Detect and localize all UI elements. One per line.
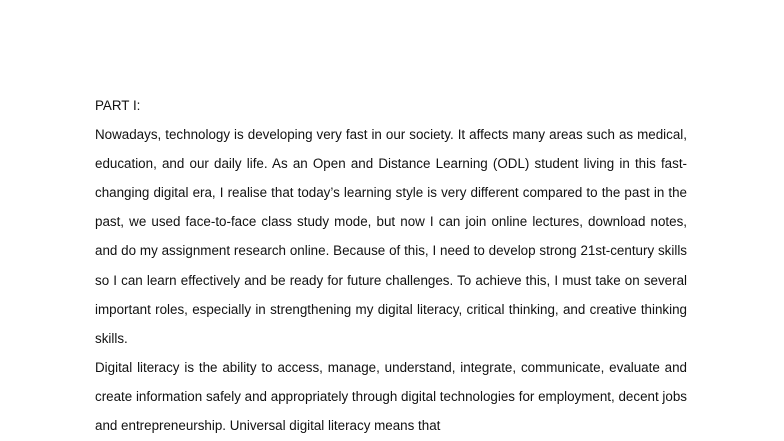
paragraph-intro: Nowadays, technology is developing very fast in our society. It affects many areas such as medical, education, and our daily life. As an Open and Distance Learning (ODL) student living in this fast-changing digital era, I realise that today’s learning style is very different compared to the past in the past, we used face-to-face class study mode, but now I can join online lectures, download notes, and do my assignment research online. Because of this, I need to develop strong 21st-century skills so I can learn effectively and be ready for future challenges. To achieve this, I must take on several important roles, especially in strengthening my digital literacy, critical thinking, and creative thinking skills. xyxy=(95,127,687,346)
document-body xyxy=(95,91,687,440)
section-heading: PART I: xyxy=(95,98,141,113)
paragraph-digital-literacy: Digital literacy is the ability to access, manage, understand, integrate, communicate, evaluate and create information safely and appropriately through digital technologies for employment, decent jobs and entrepreneurship. Universal digital literacy means that xyxy=(95,359,687,434)
